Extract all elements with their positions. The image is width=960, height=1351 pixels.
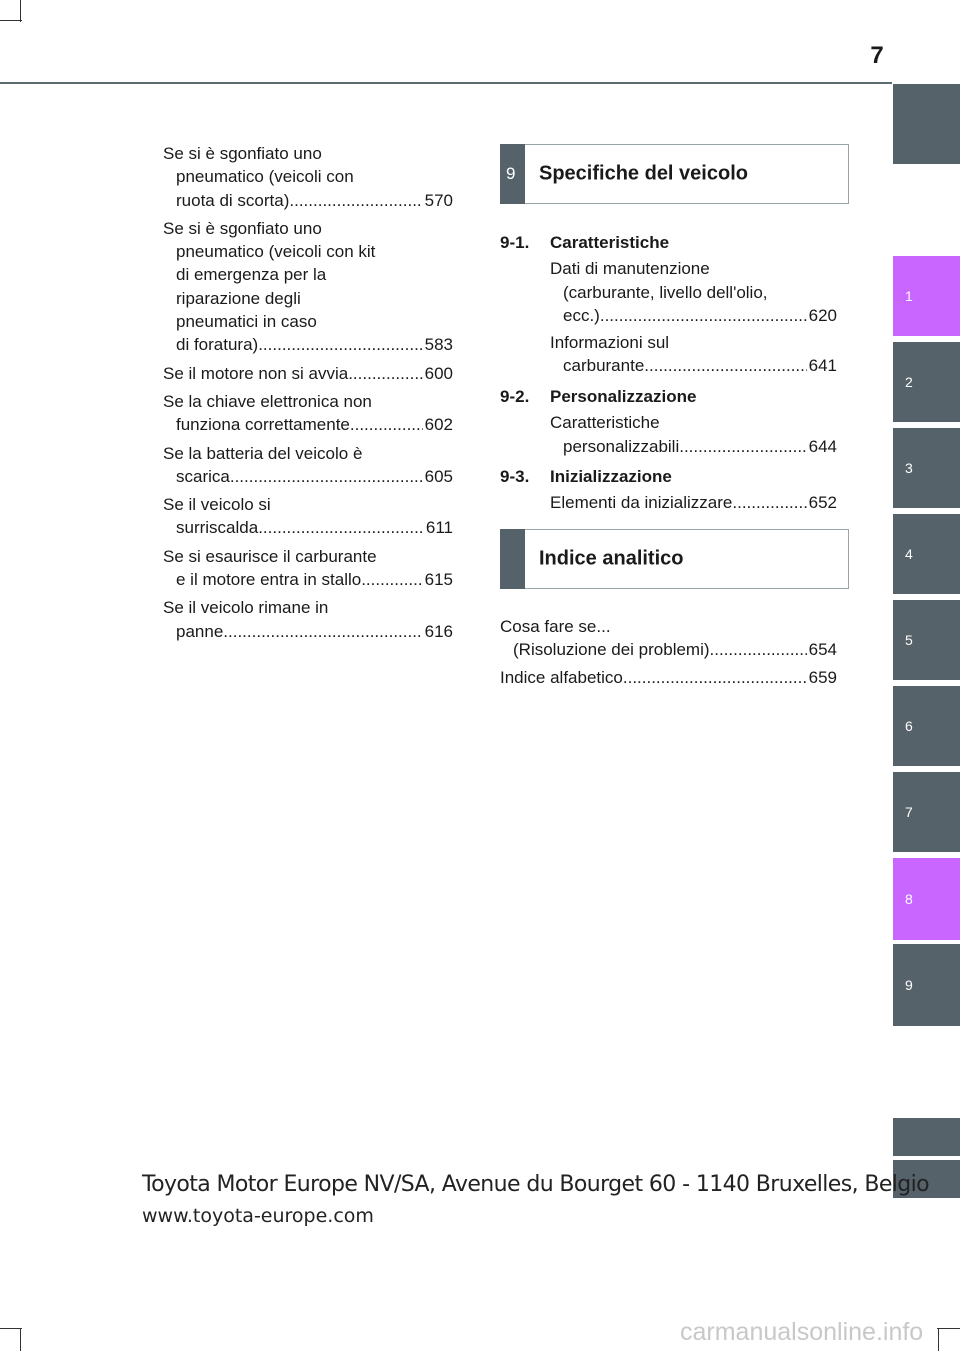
- publisher-address: Toyota Motor Europe NV/SA, Avenue du Bourget 60 - 1140 Bruxelles, Belgio: [142, 1172, 930, 1197]
- page-ref: 605: [424, 466, 453, 486]
- toc-entry[interactable]: Indice alfabetico ..... 659: [500, 666, 837, 689]
- section-title: Indice analitico: [539, 547, 684, 570]
- crop-mark: [937, 1328, 960, 1329]
- chapter-tab-8[interactable]: 8: [893, 858, 960, 940]
- page-ref: 611: [425, 518, 453, 538]
- toc-entry[interactable]: Cosa fare se... (Risoluzione dei problemi) ..... 654: [500, 615, 837, 662]
- toc-entry[interactable]: Se il veicolo rimane in panne ..... 616: [163, 596, 453, 643]
- toc-entry[interactable]: Se si è sgonfiato uno pneumatico (veicoli con ruota di scorta) ..... 570: [163, 142, 453, 212]
- chapter-tab-5[interactable]: 5: [893, 600, 960, 680]
- page-ref: 570: [424, 190, 453, 210]
- page-ref: 615: [424, 570, 453, 590]
- chapter-tab-1[interactable]: 1: [893, 256, 960, 336]
- toc-entry[interactable]: Se il motore non si avvia ..... 600: [163, 362, 453, 385]
- page-ref: 644: [808, 436, 837, 456]
- section-header-9: [500, 144, 849, 204]
- section-title: Specifiche del veicolo: [539, 162, 748, 185]
- subsection-9-2: 9-2. Personalizzazione Caratteristiche personalizzabili ..... 644: [500, 385, 837, 462]
- toc-entry[interactable]: Se si esaurisce il carburante e il motore entra in stallo ..... 615: [163, 545, 453, 592]
- page-ref: 641: [808, 356, 837, 376]
- chapter-tab-4[interactable]: 4: [893, 514, 960, 594]
- chapter-tab-7[interactable]: 7: [893, 772, 960, 852]
- crop-mark: [0, 20, 22, 21]
- subsection-9-3: 9-3. Inizializzazione Elementi da inizializzare ..... 652: [500, 465, 837, 519]
- toc-entry[interactable]: Se la chiave elettronica non funziona correttamente ..... 602: [163, 390, 453, 437]
- section-number: 9: [506, 164, 516, 183]
- publisher-website[interactable]: www.toyota-europe.com: [142, 1205, 374, 1227]
- page-ref: 652: [808, 493, 837, 513]
- chapter-tab[interactable]: [893, 1118, 960, 1156]
- chapter-tab-9[interactable]: 9: [893, 944, 960, 1026]
- crop-mark: [20, 1328, 21, 1351]
- page-ref: 659: [808, 667, 837, 687]
- chapter-tab-3[interactable]: 3: [893, 428, 960, 508]
- chapter-tab-6[interactable]: 6: [893, 686, 960, 766]
- section-header-index: [500, 529, 849, 589]
- watermark: carmanualsonline.info: [680, 1318, 924, 1346]
- crop-mark: [0, 1328, 22, 1329]
- header-rule: [0, 82, 892, 84]
- page-ref: 583: [424, 335, 453, 355]
- subsection-9-1: 9-1. Caratteristiche Dati di manutenzione (carburante, livello dell'olio, ecc.) ..... 620 Informazioni sul carburante ..... 641: [500, 231, 837, 382]
- page-ref: 620: [808, 305, 837, 325]
- page-ref: 616: [424, 621, 453, 641]
- toc-entry[interactable]: Dati di manutenzione (carburante, livello dell'olio, ecc.) ..... 620: [550, 257, 837, 327]
- toc-entry[interactable]: Se si è sgonfiato uno pneumatico (veicoli con kit di emergenza per la riparazione degli pneumatici in caso di foratura) ..... 583: [163, 217, 453, 357]
- toc-entry[interactable]: Elementi da inizializzare ..... 652: [550, 491, 837, 514]
- index-entries: [500, 615, 837, 689]
- toc-entry[interactable]: Se la batteria del veicolo è scarica ..... 605: [163, 442, 453, 489]
- toc-entry[interactable]: Caratteristiche personalizzabili ..... 644: [550, 411, 837, 458]
- page-ref: 600: [424, 363, 453, 383]
- subsection-title: Personalizzazione: [550, 387, 697, 406]
- subsection-title: Inizializzazione: [550, 467, 672, 486]
- subsection-title: Caratteristiche: [550, 233, 670, 252]
- crop-mark: [938, 1328, 939, 1351]
- toc-left-column: [163, 142, 453, 648]
- toc-entry[interactable]: Informazioni sul carburante ..... 641: [550, 331, 837, 378]
- page-number: 7: [870, 42, 884, 69]
- crop-mark: [20, 0, 21, 22]
- chapter-tab-2[interactable]: 2: [893, 342, 960, 422]
- page-ref: 602: [424, 415, 453, 435]
- toc-entry[interactable]: Se il veicolo si surriscalda ..... 611: [163, 493, 453, 540]
- chapter-tab[interactable]: [893, 84, 960, 164]
- page-ref: 654: [808, 640, 837, 660]
